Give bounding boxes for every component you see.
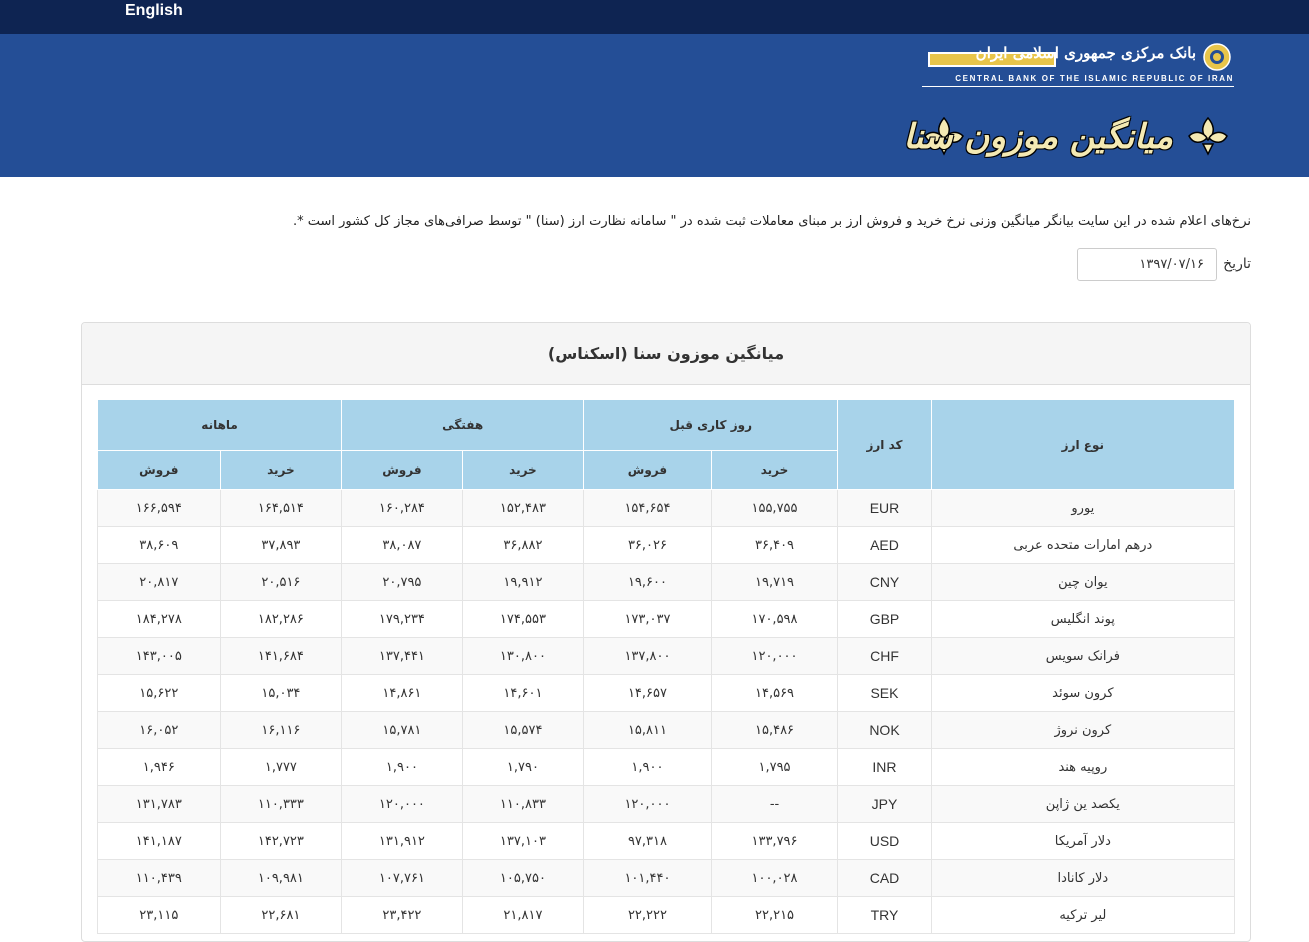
currency-code: CHF bbox=[838, 638, 931, 675]
table-row bbox=[98, 490, 1235, 527]
prev-sell-value: ۱۰۱,۴۴۰ bbox=[584, 860, 712, 897]
month-sell-value: ۱۶,۰۵۲ bbox=[98, 712, 221, 749]
currency-code: GBP bbox=[838, 601, 931, 638]
header-previous-day: روز کاری قبل bbox=[584, 400, 838, 451]
week-buy-value: ۱۰۵,۷۵۰ bbox=[462, 860, 584, 897]
week-sell-value: ۳۸,۰۸۷ bbox=[342, 527, 463, 564]
currency-code: AED bbox=[838, 527, 931, 564]
month-sell-value: ۱۸۴,۲۷۸ bbox=[98, 601, 221, 638]
month-buy-value: ۳۷,۸۹۳ bbox=[220, 527, 342, 564]
table-row bbox=[98, 823, 1235, 860]
rates-table-body bbox=[98, 490, 1235, 934]
prev-sell-value: ۱,۹۰۰ bbox=[584, 749, 712, 786]
month-buy-value: ۱,۷۷۷ bbox=[220, 749, 342, 786]
month-buy-value: ۲۲,۶۸۱ bbox=[220, 897, 342, 934]
prev-sell-value: ۱۳۷,۸۰۰ bbox=[584, 638, 712, 675]
table-row bbox=[98, 675, 1235, 712]
intro-text: نرخ‌های اعلام شده در این سایت بیانگر میانگین وزنی نرخ خرید و فروش ارز بر مبنای معاملات ثبت شده در " سامانه نظارت ارز (سنا) " توسط صرافی‌های مجاز کل کشور است *. bbox=[292, 214, 1251, 229]
prev-sell-value: ۱۵,۸۱۱ bbox=[584, 712, 712, 749]
table-row bbox=[98, 564, 1235, 601]
month-buy-value: ۱۵,۰۳۴ bbox=[220, 675, 342, 712]
currency-code: TRY bbox=[838, 897, 931, 934]
month-buy-value: ۱۰۹,۹۸۱ bbox=[220, 860, 342, 897]
logo-english-text: CENTRAL BANK OF THE ISLAMIC REPUBLIC OF IRAN bbox=[922, 74, 1234, 87]
currency-name: یکصد ین ژاپن bbox=[931, 786, 1234, 823]
currency-name: روپیه هند bbox=[931, 749, 1234, 786]
prev-sell-value: ۳۶,۰۲۶ bbox=[584, 527, 712, 564]
week-buy-value: ۱۷۴,۵۵۳ bbox=[462, 601, 584, 638]
month-buy-value: ۱۸۲,۲۸۶ bbox=[220, 601, 342, 638]
month-buy-value: ۲۰,۵۱۶ bbox=[220, 564, 342, 601]
week-sell-value: ۱۰۷,۷۶۱ bbox=[342, 860, 463, 897]
table-row bbox=[98, 897, 1235, 934]
week-buy-value: ۱,۷۹۰ bbox=[462, 749, 584, 786]
currency-name: کرون سوئد bbox=[931, 675, 1234, 712]
prev-buy-value: ۱,۷۹۵ bbox=[711, 749, 838, 786]
week-sell-value: ۲۰,۷۹۵ bbox=[342, 564, 463, 601]
week-sell-value: ۱۳۱,۹۱۲ bbox=[342, 823, 463, 860]
bank-emblem-icon bbox=[1202, 42, 1232, 72]
currency-code: INR bbox=[838, 749, 931, 786]
currency-code: NOK bbox=[838, 712, 931, 749]
week-buy-value: ۲۱,۸۱۷ bbox=[462, 897, 584, 934]
rates-table bbox=[97, 399, 1235, 934]
week-buy-value: ۱۴,۶۰۱ bbox=[462, 675, 584, 712]
panel-title: میانگین موزون سنا (اسکناس) bbox=[82, 323, 1250, 385]
prev-buy-value: ۲۲,۲۱۵ bbox=[711, 897, 838, 934]
currency-code: EUR bbox=[838, 490, 931, 527]
sana-title: میانگین موزون سنا bbox=[903, 117, 1173, 157]
week-sell-value: ۱,۹۰۰ bbox=[342, 749, 463, 786]
month-buy-value: ۱۶۴,۵۱۴ bbox=[220, 490, 342, 527]
currency-name: فرانک سویس bbox=[931, 638, 1234, 675]
month-sell-value: ۳۸,۶۰۹ bbox=[98, 527, 221, 564]
prev-sell-value: ۱۴,۶۵۷ bbox=[584, 675, 712, 712]
table-row bbox=[98, 786, 1235, 823]
prev-sell-value: ۹۷,۳۱۸ bbox=[584, 823, 712, 860]
week-sell-value: ۱۷۹,۲۳۴ bbox=[342, 601, 463, 638]
prev-buy-value: ۱۰۰,۰۲۸ bbox=[711, 860, 838, 897]
month-sell-value: ۲۳,۱۱۵ bbox=[98, 897, 221, 934]
table-row bbox=[98, 860, 1235, 897]
date-label: تاریخ bbox=[1223, 256, 1251, 272]
week-sell-value: ۱۶۰,۲۸۴ bbox=[342, 490, 463, 527]
sana-title-logo bbox=[903, 108, 1231, 166]
currency-name: دلار آمریکا bbox=[931, 823, 1234, 860]
prev-buy-value: -- bbox=[711, 786, 838, 823]
week-sell-value: ۲۳,۴۲۲ bbox=[342, 897, 463, 934]
month-sell-value: ۱۳۱,۷۸۳ bbox=[98, 786, 221, 823]
prev-buy-value: ۳۶,۴۰۹ bbox=[711, 527, 838, 564]
month-sell-value: ۱۴۱,۱۸۷ bbox=[98, 823, 221, 860]
table-row bbox=[98, 749, 1235, 786]
prev-buy-value: ۱۵۵,۷۵۵ bbox=[711, 490, 838, 527]
prev-sell-value: ۱۹,۶۰۰ bbox=[584, 564, 712, 601]
header-currency-code: کد ارز bbox=[838, 400, 931, 490]
week-buy-value: ۱۳۰,۸۰۰ bbox=[462, 638, 584, 675]
currency-name: دلار کانادا bbox=[931, 860, 1234, 897]
week-buy-value: ۱۹,۹۱۲ bbox=[462, 564, 584, 601]
date-input[interactable] bbox=[1077, 248, 1217, 281]
currency-name: پوند انگلیس bbox=[931, 601, 1234, 638]
prev-buy-value: ۱۴,۵۶۹ bbox=[711, 675, 838, 712]
logo-persian-text: بانک مرکزی جمهوری اسلامی ایران bbox=[975, 44, 1196, 62]
fleur-right-icon bbox=[1185, 114, 1231, 158]
prev-buy-value: ۱۷۰,۵۹۸ bbox=[711, 601, 838, 638]
prev-buy-value: ۱۳۳,۷۹۶ bbox=[711, 823, 838, 860]
header-monthly: ماهانه bbox=[98, 400, 342, 451]
currency-code: CNY bbox=[838, 564, 931, 601]
header-week-sell: فروش bbox=[342, 451, 463, 490]
week-sell-value: ۱۵,۷۸۱ bbox=[342, 712, 463, 749]
week-sell-value: ۱۴,۸۶۱ bbox=[342, 675, 463, 712]
prev-buy-value: ۱۲۰,۰۰۰ bbox=[711, 638, 838, 675]
header-month-sell: فروش bbox=[98, 451, 221, 490]
month-sell-value: ۲۰,۸۱۷ bbox=[98, 564, 221, 601]
month-sell-value: ۱,۹۴۶ bbox=[98, 749, 221, 786]
currency-name: درهم امارات متحده عربی bbox=[931, 527, 1234, 564]
header-weekly: هفتگی bbox=[342, 400, 584, 451]
currency-code: CAD bbox=[838, 860, 931, 897]
currency-code: JPY bbox=[838, 786, 931, 823]
currency-name: لیر ترکیه bbox=[931, 897, 1234, 934]
table-row bbox=[98, 638, 1235, 675]
prev-sell-value: ۱۲۰,۰۰۰ bbox=[584, 786, 712, 823]
week-sell-value: ۱۳۷,۴۴۱ bbox=[342, 638, 463, 675]
top-bar bbox=[0, 0, 1309, 34]
week-buy-value: ۳۶,۸۸۲ bbox=[462, 527, 584, 564]
currency-code: SEK bbox=[838, 675, 931, 712]
week-buy-value: ۱۵,۵۷۴ bbox=[462, 712, 584, 749]
week-buy-value: ۱۳۷,۱۰۳ bbox=[462, 823, 584, 860]
currency-name: کرون نروژ bbox=[931, 712, 1234, 749]
header-currency-type: نوع ارز bbox=[931, 400, 1234, 490]
month-sell-value: ۱۴۳,۰۰۵ bbox=[98, 638, 221, 675]
month-buy-value: ۱۶,۱۱۶ bbox=[220, 712, 342, 749]
table-row bbox=[98, 527, 1235, 564]
currency-name: یورو bbox=[931, 490, 1234, 527]
month-sell-value: ۱۱۰,۴۳۹ bbox=[98, 860, 221, 897]
header-month-buy: خرید bbox=[220, 451, 342, 490]
month-sell-value: ۱۶۶,۵۹۴ bbox=[98, 490, 221, 527]
prev-buy-value: ۱۹,۷۱۹ bbox=[711, 564, 838, 601]
month-sell-value: ۱۵,۶۲۲ bbox=[98, 675, 221, 712]
month-buy-value: ۱۴۲,۷۲۳ bbox=[220, 823, 342, 860]
prev-sell-value: ۲۲,۲۲۲ bbox=[584, 897, 712, 934]
month-buy-value: ۱۴۱,۶۸۴ bbox=[220, 638, 342, 675]
header-prev-sell: فروش bbox=[584, 451, 712, 490]
week-buy-value: ۱۵۲,۴۸۳ bbox=[462, 490, 584, 527]
week-sell-value: ۱۲۰,۰۰۰ bbox=[342, 786, 463, 823]
prev-sell-value: ۱۵۴,۶۵۴ bbox=[584, 490, 712, 527]
currency-code: USD bbox=[838, 823, 931, 860]
header-prev-buy: خرید bbox=[711, 451, 838, 490]
english-language-link[interactable]: English bbox=[125, 2, 183, 19]
month-buy-value: ۱۱۰,۳۳۳ bbox=[220, 786, 342, 823]
currency-name: یوان چین bbox=[931, 564, 1234, 601]
week-buy-value: ۱۱۰,۸۳۳ bbox=[462, 786, 584, 823]
header-week-buy: خرید bbox=[462, 451, 584, 490]
central-bank-logo[interactable] bbox=[922, 40, 1234, 88]
prev-buy-value: ۱۵,۴۸۶ bbox=[711, 712, 838, 749]
table-row bbox=[98, 601, 1235, 638]
table-row bbox=[98, 712, 1235, 749]
header-banner bbox=[0, 34, 1309, 177]
prev-sell-value: ۱۷۳,۰۳۷ bbox=[584, 601, 712, 638]
